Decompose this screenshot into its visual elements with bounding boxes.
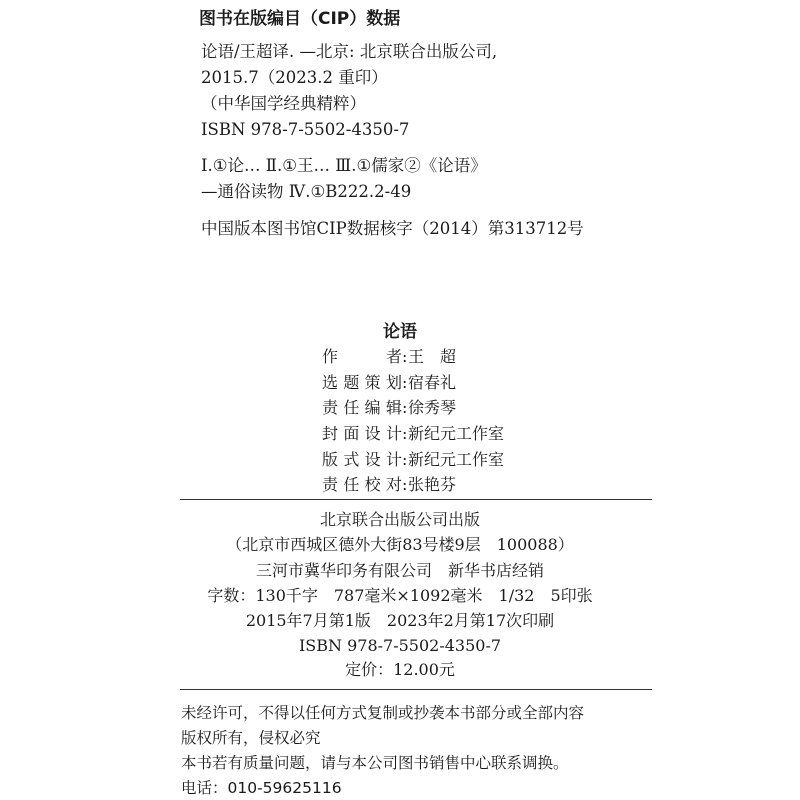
credits-list <box>322 344 504 498</box>
credit-role: 版式设计 <box>322 449 402 469</box>
credit-name: 新纪元工作室 <box>408 449 505 469</box>
cip-line-record-number: 中国版本图书馆CIP数据核字（2014）第313712号 <box>201 219 584 238</box>
cip-line-subjects: Ⅰ.①论… Ⅱ.①王… Ⅲ.①儒家②《论语》 <box>201 156 487 175</box>
credit-name: 新纪元工作室 <box>408 424 505 444</box>
credit-row-cover-design <box>322 421 504 447</box>
credit-colon: : <box>402 347 408 366</box>
pub-line-specs: 字数：130千字 787毫米×1092毫米 1/32 5印张 <box>207 586 593 605</box>
credit-colon: : <box>402 398 408 418</box>
pub-line-printer: 三河市冀华印务有限公司 新华书店经销 <box>255 561 544 580</box>
cip-heading: 图书在版编目（CIP）数据 <box>199 9 401 29</box>
credit-role: 选题策划 <box>322 372 402 392</box>
credit-row-layout-design <box>322 447 504 473</box>
credit-colon: : <box>402 475 408 495</box>
pub-line-price: 定价：12.00元 <box>345 660 455 679</box>
credit-row-planner <box>322 370 504 396</box>
pub-line-publisher: 北京联合出版公司出版 <box>319 510 480 529</box>
credit-role: 责任编辑 <box>322 398 402 418</box>
credit-row-editor <box>322 395 504 421</box>
credit-name: 张艳芬 <box>408 475 457 495</box>
divider-top <box>180 499 652 500</box>
cip-line-citation: 论语/王超译. —北京: 北京联合出版公司, <box>201 42 498 61</box>
notice-copy-restriction: 未经许可，不得以任何方式复制或抄袭本书部分或全部内容 <box>181 704 585 722</box>
book-title: 论语 <box>383 322 417 342</box>
credit-role: 作者 <box>322 347 402 366</box>
notice-phone: 电话：010-59625116 <box>181 779 342 797</box>
credit-colon: : <box>402 424 408 444</box>
notice-rights-reserved: 版权所有，侵权必究 <box>181 729 321 747</box>
credit-colon: : <box>402 449 408 469</box>
cip-line-date: 2015.7（2023.2 重印） <box>201 68 388 87</box>
notice-quality: 本书若有质量问题，请与本公司图书销售中心联系调换。 <box>181 754 569 772</box>
pub-line-edition: 2015年7月第1版 2023年2月第17次印刷 <box>245 611 555 630</box>
credit-name: 宿春礼 <box>408 372 457 392</box>
credit-row-author <box>322 344 504 370</box>
cip-line-classification: —通俗读物 Ⅳ.①B222.2-49 <box>201 182 412 201</box>
credit-row-proofreader <box>322 472 504 498</box>
cip-line-series: （中华国学经典精粹） <box>201 94 366 113</box>
cip-line-isbn: ISBN 978-7-5502-4350-7 <box>201 120 410 139</box>
divider-bottom <box>180 689 652 690</box>
credit-role: 封面设计 <box>322 424 402 444</box>
credit-name: 徐秀琴 <box>408 398 457 418</box>
credit-colon: : <box>402 372 408 392</box>
credit-role: 责任校对 <box>322 475 402 495</box>
credit-name: 王 超 <box>408 347 457 366</box>
pub-line-address: （北京市西城区德外大街83号楼9层 100088） <box>226 535 574 554</box>
pub-line-isbn: ISBN 978-7-5502-4350-7 <box>298 636 502 655</box>
